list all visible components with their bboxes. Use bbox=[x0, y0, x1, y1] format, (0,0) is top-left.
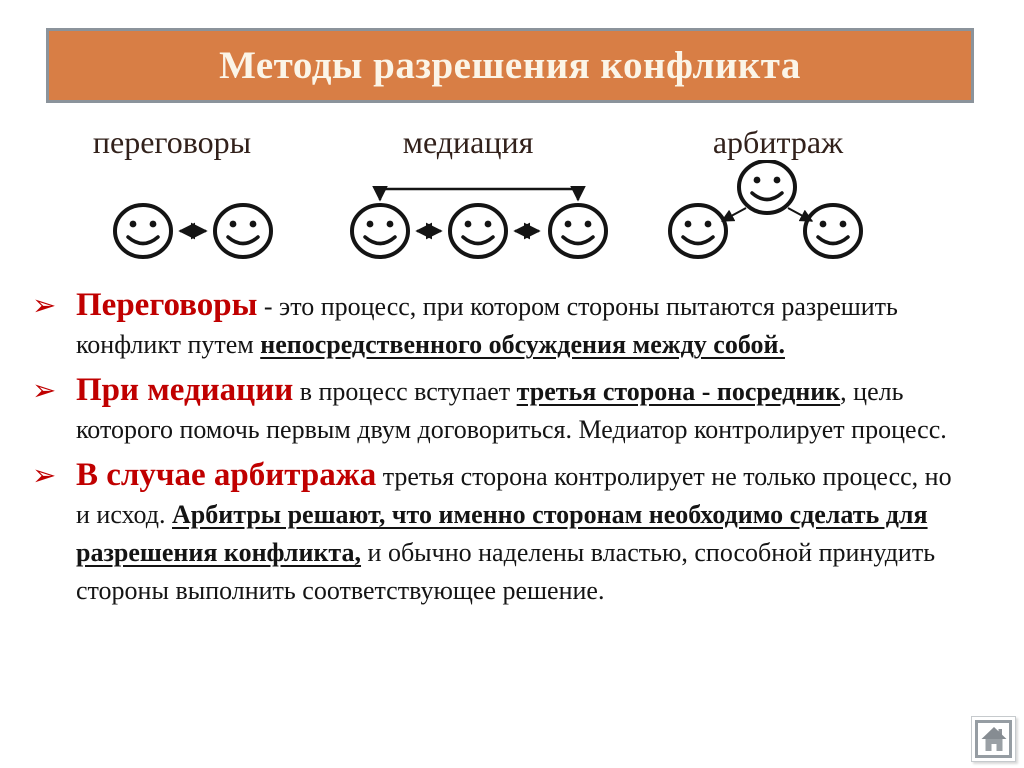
smiley-face-icon bbox=[670, 205, 726, 257]
negotiations-group bbox=[115, 205, 271, 257]
mediation-bracket-arrow-icon bbox=[380, 189, 578, 200]
bullet-text-segment: третья сторона - посредник bbox=[516, 377, 841, 406]
label-negotiations: переговоры bbox=[92, 124, 252, 160]
bullet-paragraph bbox=[30, 286, 965, 364]
bullet-lead: Переговоры bbox=[76, 287, 258, 323]
bullet-paragraph bbox=[30, 456, 965, 610]
arbitration-arrows-icon bbox=[722, 208, 746, 221]
bullet-arrow-icon: ➢ bbox=[32, 375, 57, 407]
conflict-methods-diagram bbox=[0, 160, 1024, 280]
smiley-face-icon bbox=[550, 205, 606, 257]
label-arbitration: арбитраж bbox=[712, 124, 844, 160]
bullet-text-segment: и обычно наделены властью, способной принудить стороны выполнить соответствующее решение. bbox=[76, 538, 936, 605]
mediation-group bbox=[352, 189, 606, 257]
bullet-arrow-icon: ➢ bbox=[32, 460, 57, 492]
bullet-text-segment: в процесс вступает bbox=[293, 377, 517, 406]
smiley-face-icon bbox=[450, 205, 506, 257]
bullet-lead: При медиации bbox=[76, 372, 294, 408]
arbitration-group bbox=[670, 161, 861, 257]
title-banner bbox=[46, 28, 974, 103]
bullet-text-segment: - это процесс, при котором стороны пытаются разрешить конфликт путем bbox=[76, 292, 898, 359]
bullet-paragraph bbox=[30, 371, 965, 449]
arbitration-arrows-icon bbox=[788, 208, 812, 221]
bullet-text-segment: непосредственного обсуждения между собой. bbox=[260, 330, 785, 359]
home-button[interactable] bbox=[971, 716, 1016, 762]
label-mediation: медиация bbox=[402, 124, 534, 160]
bullet-text-segment: , цель которого помочь первым двум договориться. Медиатор контролирует процесс. bbox=[76, 377, 947, 444]
smiley-face-icon bbox=[805, 205, 861, 257]
bullet-arrow-icon: ➢ bbox=[32, 290, 57, 322]
bullet-lead: В случае арбитража bbox=[76, 457, 377, 493]
smiley-face-icon bbox=[215, 205, 271, 257]
page-title: Методы разрешения конфликта bbox=[219, 44, 801, 87]
smiley-face-icon bbox=[739, 161, 795, 213]
smiley-face-icon bbox=[115, 205, 171, 257]
bullet-text-segment: Арбитры решают, что именно сторонам необходимо сделать для разрешения конфликта, bbox=[76, 500, 928, 567]
bullets bbox=[30, 286, 965, 617]
bullet-text-segment: третья сторона контролирует не только процесс, но и исход. bbox=[76, 462, 952, 529]
home-icon bbox=[981, 726, 1007, 752]
smiley-face-icon bbox=[352, 205, 408, 257]
